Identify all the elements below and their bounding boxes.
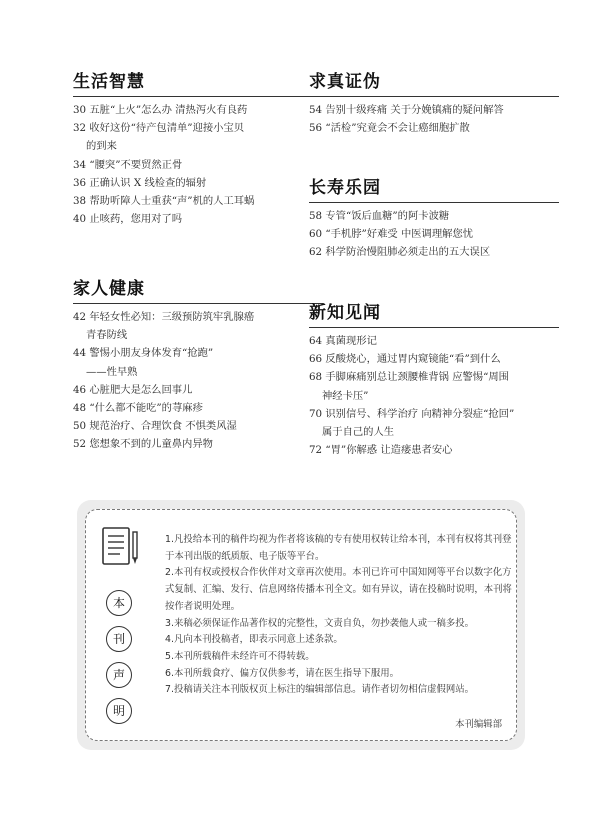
toc-item[interactable]: 40 止咳药，您用对了吗 — [73, 213, 183, 226]
toc-list — [309, 101, 559, 137]
section-shenghuo-zhihui — [73, 71, 323, 228]
section-title: 生活智慧 — [73, 71, 323, 97]
toc-item[interactable]: 48 “什么都不能吃”的荨麻疹 — [73, 402, 203, 415]
section-xinzhi-jianwen — [309, 302, 559, 459]
toc-item[interactable]: 52 您想象不到的儿童鼻内异物 — [73, 438, 213, 451]
notice-signature: 本刊编辑部 — [455, 719, 502, 730]
toc-item[interactable]: 62 科学防治慢阻肺必须走出的五大误区 — [309, 246, 491, 259]
notice-label-char: 声 — [106, 662, 132, 688]
notice-clause: 5.本刊所载稿件未经许可不得转载。 — [165, 650, 315, 662]
notice-clause: 6.本刊所载食疗、偏方仅供参考，请在医生指导下服用。 — [165, 667, 399, 679]
toc-item[interactable]: 42 年轻女性必知：三级预防筑牢乳腺癌 青春防线 — [73, 311, 255, 342]
notice-label-char: 刊 — [106, 626, 132, 652]
toc-item[interactable]: 68 手脚麻痛别总让颈腰椎背锅 应警惕“周围 神经卡压” — [309, 371, 509, 402]
toc-item[interactable]: 70 识别信号、科学治疗 向精神分裂症“抢回” 属于自己的人生 — [309, 407, 515, 439]
section-title: 新知见闻 — [309, 302, 559, 328]
notice-clause: 4.凡向本刊投稿者，即表示同意上述条款。 — [165, 634, 343, 646]
toc-item[interactable]: 66 反酸烧心，通过胃内窥镜能“看”到什么 — [309, 353, 501, 366]
toc-item[interactable]: 50 规范治疗、合理饮食 不惧类风湿 — [73, 420, 237, 433]
toc-item[interactable]: 32 收好这份“待产包清单”迎接小宝贝 的到来 — [73, 122, 245, 153]
notice-label-char: 明 — [106, 698, 132, 724]
toc-item[interactable]: 54 告别十级疼痛 关于分娩镇痛的疑问解答 — [309, 104, 504, 116]
section-qiuzhen-zhengwei — [309, 71, 559, 137]
toc-item[interactable]: 64 真菌现形记 — [309, 335, 377, 347]
toc-item[interactable]: 34 “腰突”不要贸然正骨 — [73, 158, 183, 171]
notice-clause: 7.投稿请关注本刊版权页上标注的编辑部信息。请作者切勿相信虚假网站。 — [165, 684, 474, 696]
toc-item[interactable]: 30 五脏“上火”怎么办 清热泻火有良药 — [73, 104, 248, 116]
journal-notice-box — [77, 500, 525, 750]
toc-item[interactable]: 56 “活检”究竟会不会让癌细胞扩散 — [309, 122, 470, 135]
notice-clause: 1.凡投给本刊的稿件均视为作者将该稿的专有使用权转让给本刊，本刊有权将其刊登于本刊出版的纸质版、电子版等平台。 — [165, 534, 512, 562]
notice-label-char: 本 — [106, 590, 132, 616]
section-title: 求真证伪 — [309, 71, 559, 97]
toc-item[interactable]: 60 “手机脖”好难受 中医调理解您忧 — [309, 228, 474, 241]
toc-item[interactable]: 46 心脏肥大是怎么回事儿 — [73, 383, 193, 396]
toc-item[interactable]: 72 “胃”你解惑 让造瘘患者安心 — [309, 444, 453, 457]
section-title: 家人健康 — [73, 278, 323, 304]
toc-list — [309, 207, 559, 262]
section-changshou-leyuan — [309, 177, 559, 262]
toc-list — [73, 101, 323, 228]
toc-list — [73, 308, 323, 454]
toc-item[interactable]: 36 正确认识 X 线检查的辐射 — [73, 176, 207, 189]
notice-clause: 3.来稿必须保证作品著作权的完整性，文责自负，勿抄袭他人或一稿多投。 — [165, 617, 474, 629]
section-jiaren-jiankang — [73, 278, 323, 454]
toc-item[interactable]: 38 帮助听障人士重获“声”机的人工耳蜗 — [73, 195, 255, 208]
notice-text — [165, 532, 520, 699]
notice-clause: 2.本刊有权或授权合作伙伴对文章再次使用。本刊已许可中国知网等平台以数字化方式复制、汇编、发行、信息网络传播本刊全文。如有异议，请在投稿时说明，本刊将按作者说明处理。 — [165, 567, 512, 612]
toc-item[interactable]: 44 警惕小朋友身体发育“抢跑” ——性早熟 — [73, 347, 214, 378]
section-title: 长寿乐园 — [309, 177, 559, 203]
document-pen-icon — [100, 524, 142, 570]
toc-list — [309, 332, 559, 459]
toc-item[interactable]: 58 专管“饭后血糖”的阿卡波糖 — [309, 210, 450, 222]
notice-dashed-frame — [85, 509, 517, 741]
